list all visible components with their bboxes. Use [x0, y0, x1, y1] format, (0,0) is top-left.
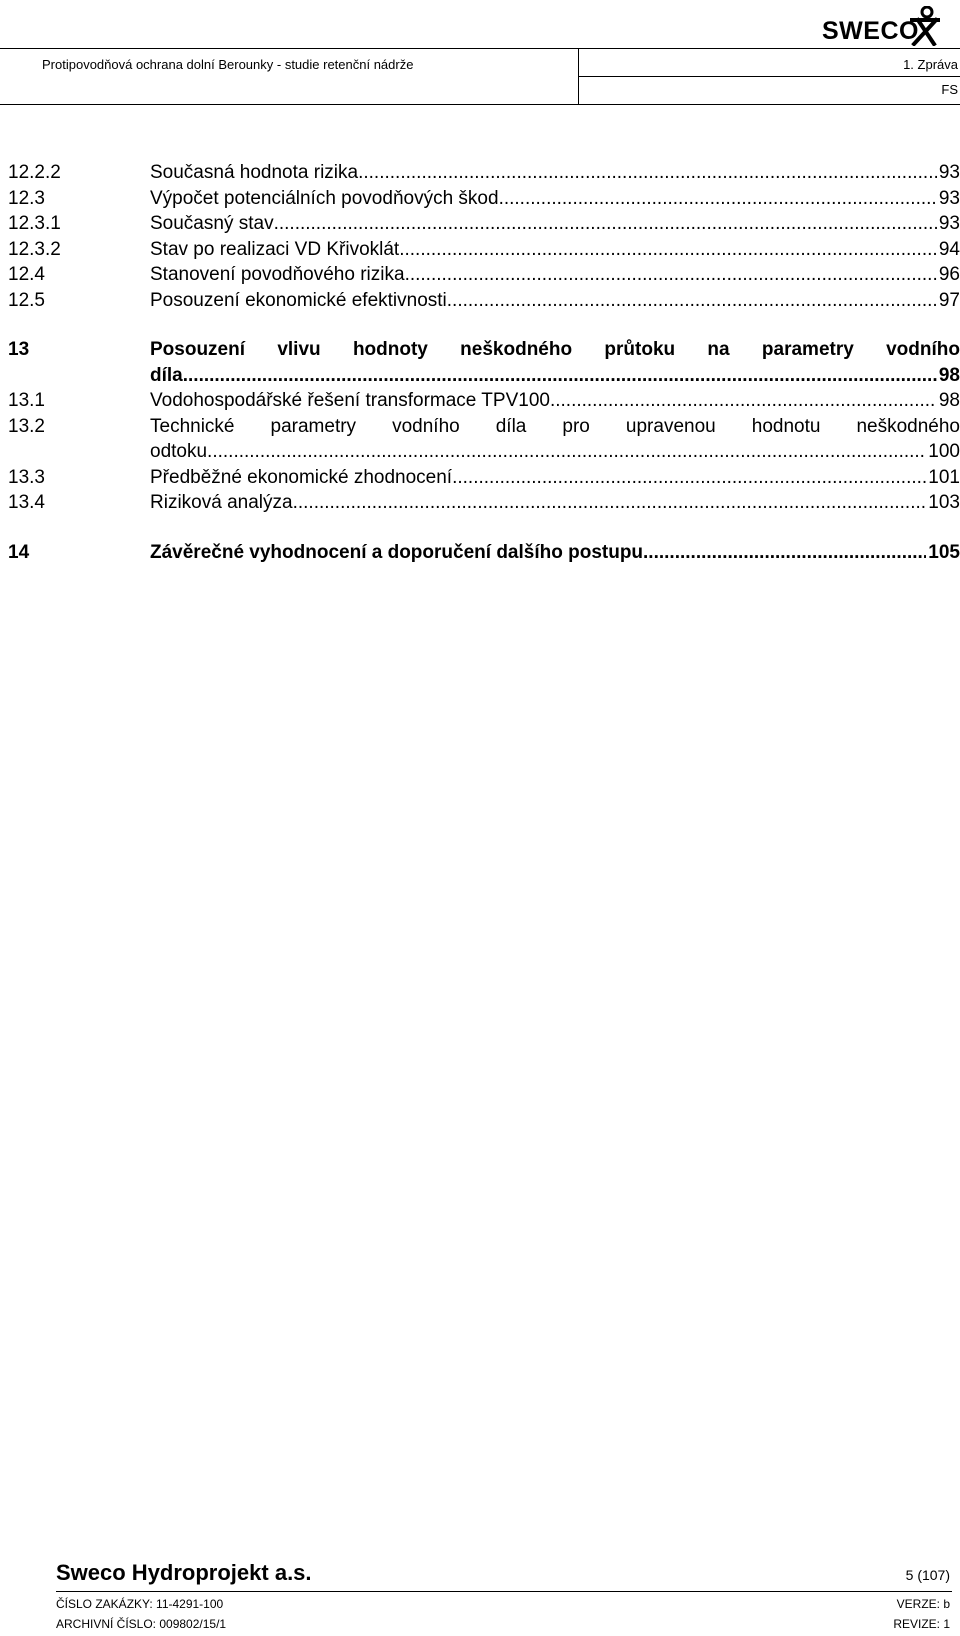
toc-chapter-entry[interactable] — [8, 540, 960, 566]
footer-rule — [56, 1591, 952, 1592]
toc-title: Stav po realizaci VD Křivoklát — [150, 238, 400, 260]
toc-leader — [399, 237, 937, 263]
toc-title: Stanovení povodňového rizika — [150, 264, 405, 285]
toc-leader — [452, 465, 926, 491]
toc-number: 12.2.2 — [8, 162, 61, 183]
toc-page: 103 — [928, 492, 960, 513]
toc-title: Výpočet potenciálních povodňových škod — [150, 187, 499, 209]
toc-number: 13.3 — [8, 466, 45, 488]
toc-leader — [274, 211, 937, 237]
table-of-contents — [8, 160, 960, 565]
header-mid-rule — [578, 76, 960, 77]
toc-entry[interactable] — [8, 237, 960, 263]
toc-entry[interactable] — [8, 288, 960, 314]
toc-number: 14 — [8, 541, 30, 563]
toc-title: Posouzení ekonomické efektivnosti — [150, 289, 447, 311]
sweco-figure-icon — [908, 6, 942, 46]
toc-entry[interactable] — [8, 186, 960, 212]
toc-title: Vodohospodářské řešení transformace TPV100 — [150, 390, 550, 411]
toc-page: 93 — [938, 213, 960, 234]
toc-page: 101 — [928, 466, 960, 488]
toc-entry[interactable] — [8, 490, 960, 516]
toc-leader — [405, 262, 937, 288]
header-top-rule — [0, 48, 960, 49]
toc-number: 12.4 — [8, 264, 45, 285]
toc-page: 94 — [938, 238, 960, 260]
toc-title: Riziková analýza — [150, 492, 293, 513]
project-title: Protipovodňová ochrana dolní Berounky - studie retenční nádrže — [42, 57, 414, 72]
toc-entry[interactable] — [8, 262, 960, 288]
footer-page-number: 5 (107) — [905, 1567, 950, 1583]
toc-number: 13.2 — [8, 415, 45, 437]
toc-number: 12.3 — [8, 187, 45, 209]
toc-title: Posouzení vlivu hodnoty neškodného průtoku na parametry vodního — [150, 339, 960, 360]
toc-number: 12.3.1 — [8, 213, 61, 234]
logo-text: SWECO — [822, 17, 919, 45]
toc-page: 93 — [938, 187, 960, 209]
toc-title: Závěrečné vyhodnocení a doporučení dalšího postupu — [150, 541, 644, 563]
toc-leader — [183, 363, 937, 389]
toc-title: Současná hodnota rizika — [150, 162, 359, 183]
header-row — [42, 57, 960, 73]
toc-title: Technické parametry vodního díla pro upravenou hodnotu neškodného — [150, 415, 960, 437]
toc-title: Předběžné ekonomické zhodnocení — [150, 466, 453, 488]
toc-leader — [447, 288, 937, 314]
toc-chapter-entry[interactable] — [8, 337, 960, 388]
toc-leader — [358, 160, 937, 186]
toc-title-continued: odtoku — [150, 441, 208, 462]
toc-spacer — [8, 516, 960, 540]
report-label: 1. Zpráva — [903, 57, 958, 72]
toc-page: 93 — [938, 162, 960, 183]
toc-leader — [550, 388, 937, 414]
toc-entry[interactable] — [8, 388, 960, 414]
toc-number: 12.3.2 — [8, 238, 61, 260]
toc-page: 100 — [928, 441, 960, 462]
footer-revision: REVIZE: 1 — [893, 1617, 950, 1631]
toc-number: 12.5 — [8, 289, 45, 311]
toc-page: 97 — [938, 289, 960, 311]
toc-page: 98 — [938, 390, 960, 411]
toc-leader — [207, 439, 926, 465]
toc-entry[interactable] — [8, 211, 960, 237]
toc-entry[interactable] — [8, 465, 960, 491]
toc-title-continued: díla — [150, 364, 183, 386]
footer-archive-number: ARCHIVNÍ ČÍSLO: 009802/15/1 — [56, 1617, 227, 1631]
sweco-logo — [822, 6, 942, 46]
toc-leader — [499, 186, 937, 212]
toc-page: 98 — [938, 364, 960, 386]
footer-version: VERZE: b — [896, 1597, 950, 1611]
footer-company: Sweco Hydroprojekt a.s. — [56, 1560, 312, 1585]
toc-page: 96 — [938, 264, 960, 285]
footer-contract-number: ČÍSLO ZAKÁZKY: 11-4291-100 — [56, 1597, 224, 1611]
toc-number: 13 — [8, 339, 30, 360]
document-code: FS — [941, 82, 958, 97]
toc-page: 105 — [928, 541, 960, 563]
toc-entry[interactable] — [8, 414, 960, 465]
toc-leader — [643, 540, 926, 566]
toc-entry[interactable] — [8, 160, 960, 186]
toc-number: 13.1 — [8, 390, 45, 411]
toc-number: 13.4 — [8, 492, 45, 513]
toc-title: Současný stav — [150, 213, 274, 234]
toc-leader — [293, 490, 927, 516]
toc-spacer — [8, 313, 960, 337]
header-bottom-rule — [0, 104, 960, 105]
